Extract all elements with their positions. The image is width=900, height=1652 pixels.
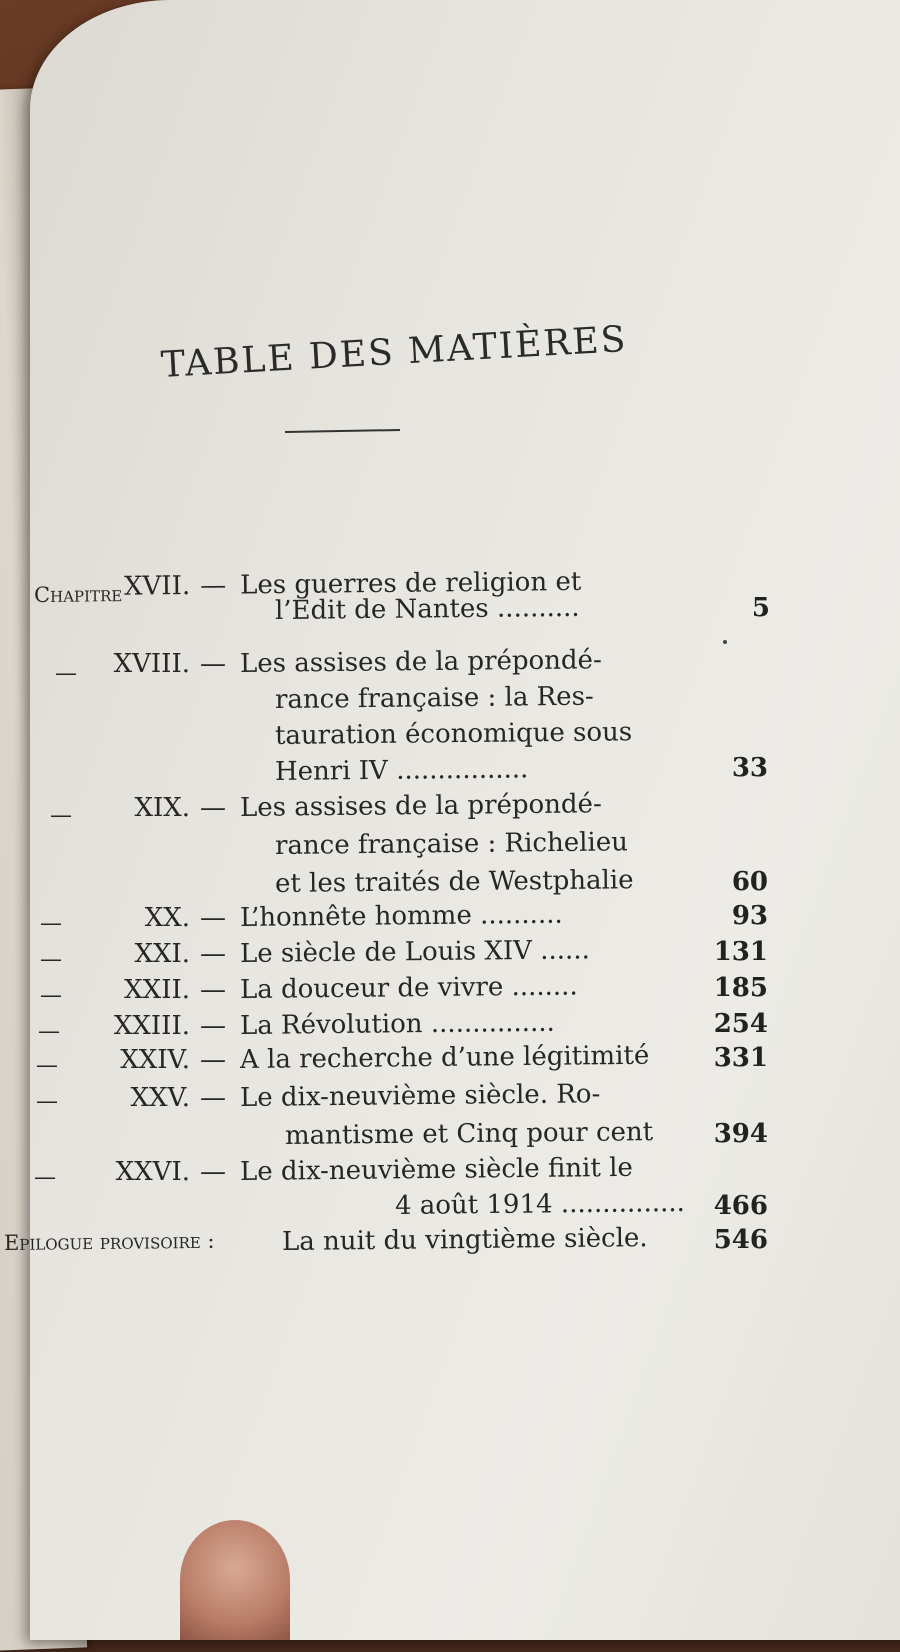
entry-separator: — [200,975,226,1005]
chapter-numeral: XVIII. [113,649,190,679]
entry-separator: — [200,793,226,823]
page-number: 131 [713,937,768,967]
ditto-dash: — [40,983,62,1008]
entry-separator: — [200,1157,226,1187]
entry-line: Les guerres de religion et [239,566,582,601]
entry-line: rance française : la Res- [274,681,594,715]
epilogue-title: La nuit du vingtième siècle. [281,1223,648,1257]
entry-separator: — [200,903,226,933]
chapter-numeral: XXI. [134,939,190,969]
entry-separator: — [199,570,227,601]
entry-line: La douceur de vivre ........ [239,971,578,1005]
entry-line: rance française : Richelieu [274,827,629,861]
chapter-numeral: XIX. [134,793,190,823]
ditto-dash: — [55,661,77,686]
stray-dot [723,640,727,644]
chapter-numeral: XXIV. [120,1045,190,1075]
ditto-dash: — [36,1053,58,1078]
entry-line: Le siècle de Louis XIV ...... [239,935,590,969]
page-number: 254 [713,1009,768,1039]
epilogue-label: Epilogue provisoire : [3,1228,215,1255]
ditto-dash: — [38,1019,60,1044]
entry-line: l’Edit de Nantes .......... [274,592,580,626]
entry-line: Les assises de la prépondé- [239,789,602,823]
entry-separator: — [200,1083,226,1113]
entry-separator: — [200,649,226,679]
entry-line: A la recherche d’une légitimité [239,1040,650,1075]
page-number: 546 [713,1225,768,1255]
ditto-dash: — [36,1089,58,1114]
chapter-numeral: XXV. [130,1083,190,1113]
entry-separator: — [200,1045,226,1075]
chapter-numeral: XXIII. [113,1011,190,1041]
entry-line: Henri IV ................ [274,754,529,787]
entry-line: et les traités de Westphalie [274,865,634,899]
entry-line: La Révolution ............... [239,1007,555,1041]
ditto-dash: — [40,911,62,936]
entry-line: Le dix-neuvième siècle. Ro- [239,1079,601,1113]
page-number: 394 [713,1119,768,1149]
chapter-numeral: XXII. [124,975,190,1005]
page-number: 60 [731,867,768,897]
ditto-dash: — [34,1165,56,1190]
entry-separator: — [200,939,226,969]
entry-line: 4 août 1914 ............... [394,1187,685,1221]
page-number: 33 [731,753,768,783]
page-title: TABLE DES MATIÈRES [160,318,629,386]
page-number: 93 [731,901,768,931]
entry-line: Le dix-neuvième siècle finit le [239,1152,633,1187]
chapter-numeral: XVII. [123,571,191,602]
entry-line: tauration économique sous [274,717,633,751]
entry-separator: — [200,1011,226,1041]
entry-line: Les assises de la prépondé- [239,645,602,679]
chapter-numeral: XX. [144,903,190,933]
chapter-numeral: XXVI. [115,1157,190,1187]
thumb [180,1520,290,1640]
ditto-dash: — [40,947,62,972]
page-number: 331 [713,1043,768,1073]
page-number: 185 [713,973,768,1003]
page-number: 5 [751,593,770,623]
chapter-prefix: Chapitre [33,582,123,607]
ditto-dash: — [50,803,72,828]
page-number: 466 [713,1191,768,1221]
entry-line: L’honnête homme .......... [239,899,563,933]
entry-line: mantisme et Cinq pour cent [284,1117,654,1151]
